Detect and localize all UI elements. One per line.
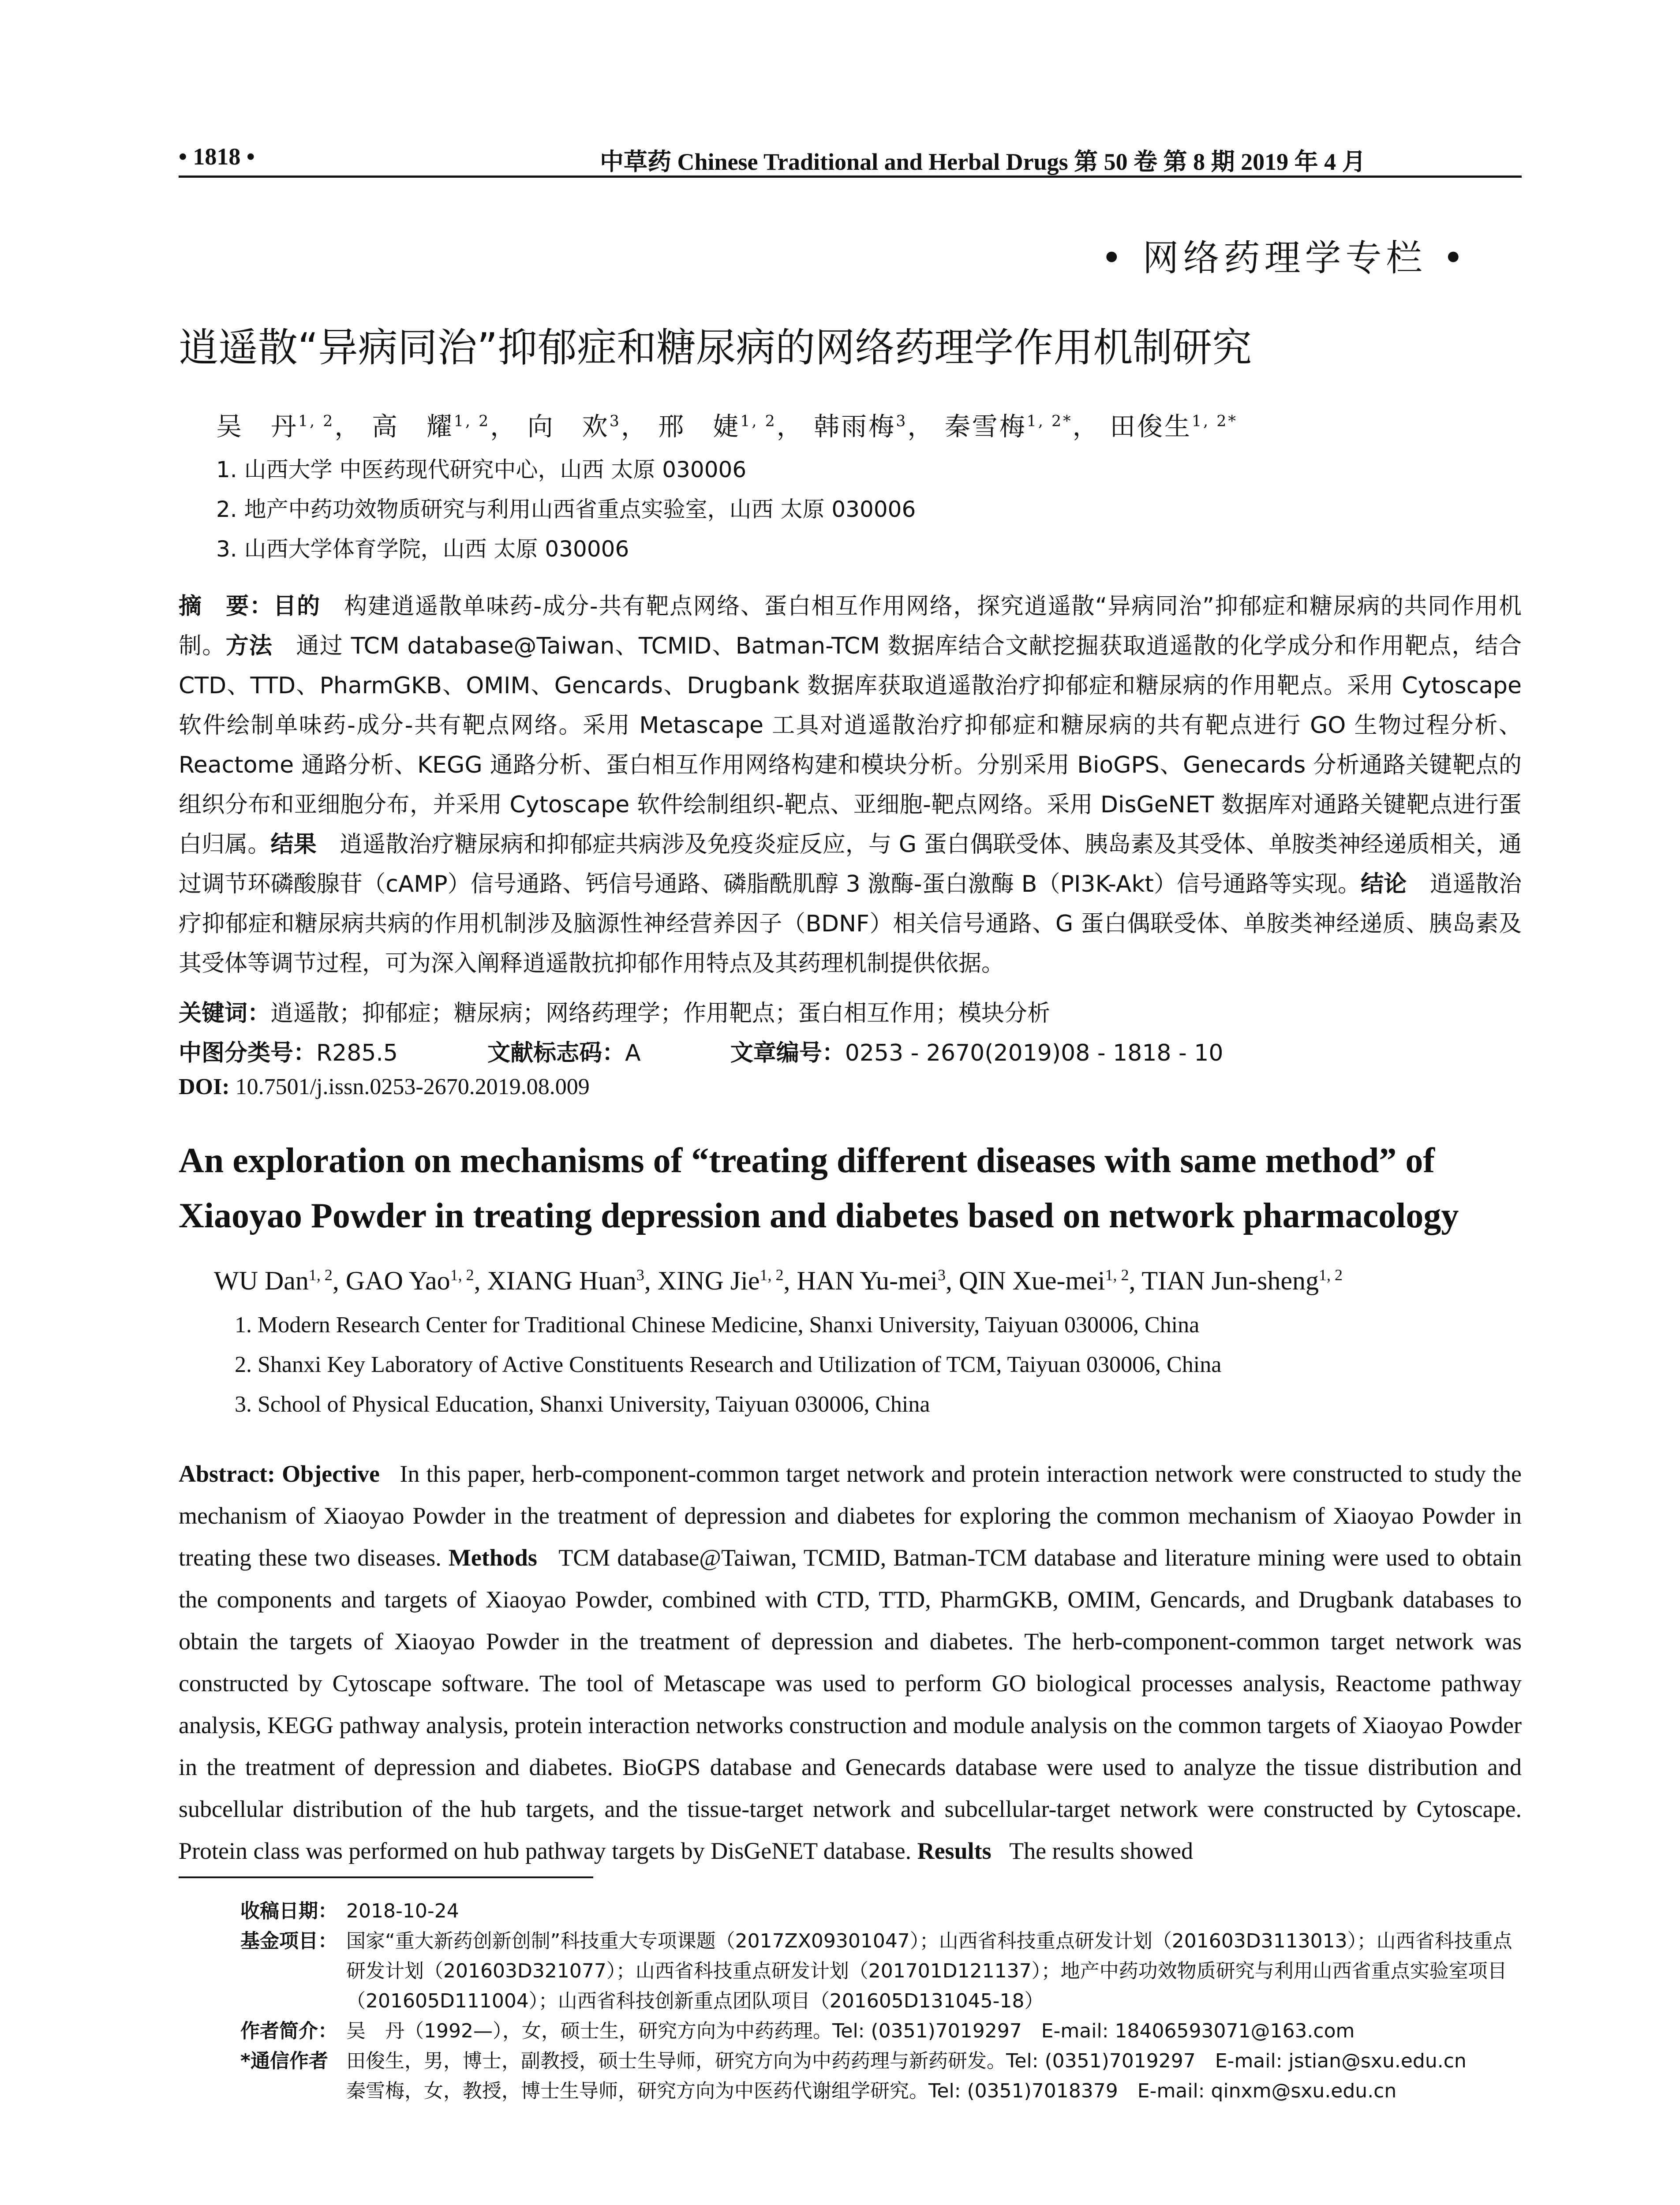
affiliation-en: 2. Shanxi Key Laboratory of Active Constituents Research and Utilization of TCM, Taiyuan 030006, China (235, 1352, 1222, 1377)
author: 韩雨梅$^3$ (814, 411, 908, 441)
authors-english: WU Dan$^{1, 2}$, GAO Yao$^{1, 2}$, XIANG Huan$^3$, XING Jie$^{1, 2}$, HAN Yu-mei$^3$, QIN Xue-mei$^{1, 2}$, TIAN Jun-sheng$^{1, 2}$ (214, 1266, 1343, 1295)
page-number: • 1818 • (179, 143, 255, 170)
footnotes (179, 1896, 1522, 2106)
doi-link[interactable]: 10.7501/j.issn.0253-2670.2019.08.009 (235, 1074, 590, 1099)
journal-info: 中草药 Chinese Traditional and Herbal Drugs 第 50 卷 第 8 期 2019 年 4 月 (600, 149, 1366, 175)
abstract-english: Abstract: Objective In this paper, herb-component-common target network and protein interaction network were constructed to study the mechanism of Xiaoyao Powder in the treatment of depression and diabetes for exploring the common mechanism of Xiaoyao Powder in treating these two diseases. Methods TCM database@Taiwan, TCMID, Batman-TCM database and literature mining were used to obtain the components and targets of Xiaoyao Powder, combined with CTD, TTD, PharmGKB, OMIM, Gencards, and Drugbank databases to obtain the targets of Xiaoyao Powder in the treatment of depression and diabetes. The herb-component-common target network was constructed by Cytoscape software. The tool of Metascape was used to perform GO biological processes analysis, Reactome pathway analysis, KEGG pathway analysis, protein interaction networks construction and module analysis on the common targets of Xiaoyao Powder in the treatment of depression and diabetes. BioGPS database and Genecards database were used to analyze the tissue distribution and subcellular distribution of the hub targets, and the tissue-target network and subcellular-target network were constructed by Cytoscape. Protein class was performed on hub pathway targets by DisGeNET database. Results The results showed (179, 1461, 1522, 1864)
footnote: 秦雪梅，女，教授，博士生导师，研究方向为中医药代谢组学研究。Tel: (0351)7018379 E-mail: qinxm@sxu.edu.cn (346, 2080, 1397, 2102)
title-chinese: 逍遥散“异病同治”抑郁症和糖尿病的网络药理学作用机制研究 (179, 325, 1252, 371)
footnote: 基金项目： 国家“重大新药创新创制”科技重大专项课题（2017ZX09301047）；山西省科技重点研发计划（201603D3113013）；山西省科技重点研发计划（201603D321077）；山西省科技重点研发计划（201701D121137）；地产中药功效物质研究与利用山西省重点实验室项目（201605D111004）；山西省科技创新重点团队项目（201605D131045-18） (240, 1930, 1512, 2012)
author: 邢 婕$^{1, 2}$ (658, 411, 777, 441)
author: 向 欢$^3$ (527, 411, 621, 441)
abstract-label: Abstract: (179, 1461, 275, 1487)
footnote-divider (179, 1876, 593, 1878)
abstract-label: 摘 要： (179, 593, 273, 620)
classification: 中图分类号：R285.5 文献标志码：A 文章编号：0253 - 2670(2019)08 - 1818 - 10 (179, 1040, 1224, 1066)
footnote: *通信作者 田俊生，男，博士，副教授，硕士生导师，研究方向为中药药理与新药研发。Tel: (0351)7019297 E-mail: jstian@sxu.edu.cn (240, 2050, 1467, 2072)
author: XING Jie$^{1, 2}$ (657, 1266, 784, 1295)
column-title: • 网络药理学专栏 • (1101, 237, 1468, 279)
author: 吴 丹$^{1, 2}$ (216, 411, 335, 441)
authors-chinese: 吴 丹$^{1, 2}$， 高 耀$^{1, 2}$， 向 欢$^3$， 邢 婕$^{1, 2}$， 韩雨梅$^3$， 秦雪梅$^{1, 2*}$， 田俊生$^{1, 2*}$ (216, 411, 1238, 441)
abstract-chinese: 摘 要：目的 构建逍遥散单味药-成分-共有靶点网络、蛋白相互作用网络，探究逍遥散“异病同治”抑郁症和糖尿病的共同作用机制。方法 通过 TCM database@Taiwan、TCMID、Batman-TCM 数据库结合文献挖掘获取逍遥散的化学成分和作用靶点，结合 CTD、TTD、PharmGKB、OMIM、Gencards、Drugbank 数据库获取逍遥散治疗抑郁症和糖尿病的作用靶点。采用 Cytoscape 软件绘制单味药-成分-共有靶点网络。采用 Metascape 工具对逍遥散治疗抑郁症和糖尿病的共有靶点进行 GO 生物过程分析、Reactome 通路分析、KEGG 通路分析、蛋白相互作用网络构建和模块分析。分别采用 BioGPS、Genecards 分析通路关键靶点的组织分布和亚细胞分布，并采用 Cytoscape 软件绘制组织-靶点、亚细胞-靶点网络。采用 DisGeNET 数据库对通路关键靶点进行蛋白归属。结果 逍遥散治疗糖尿病和抑郁症共病涉及免疫炎症反应，与 G 蛋白偶联受体、胰岛素及其受体、单胺类神经递质相关，通过调节环磷酸腺苷（cAMP）信号通路、钙信号通路、磷脂酰肌醇 3 激酶-蛋白激酶 B（PI3K-Akt）信号通路等实现。结论 逍遥散治疗抑郁症和糖尿病共病的作用机制涉及脑源性神经营养因子（BDNF）相关信号通路、G 蛋白偶联受体、单胺类神经递质、胰岛素及其受体等调节过程，可为深入阐释逍遥散抗抑郁作用特点及其药理机制提供依据。 (179, 593, 1522, 977)
affiliation-en: 3. School of Physical Education, Shanxi University, Taiyuan 030006, China (235, 1392, 930, 1417)
affiliation-cn: 2. 地产中药功效物质研究与利用山西省重点实验室，山西 太原 030006 (216, 497, 916, 522)
author: 田俊生$^{1, 2*}$ (1110, 411, 1238, 441)
author: GAO Yao$^{1, 2}$ (345, 1266, 474, 1295)
affiliation-en: 1. Modern Research Center for Traditional Chinese Medicine, Shanxi University, Taiyuan 030006, China (235, 1312, 1200, 1338)
author: 高 耀$^{1, 2}$ (371, 411, 490, 441)
author: TIAN Jun-sheng$^{1, 2}$ (1141, 1266, 1343, 1295)
affiliation-cn: 1. 山西大学 中医药现代研究中心，山西 太原 030006 (216, 457, 747, 482)
author: HAN Yu-mei$^3$ (797, 1266, 946, 1295)
footnote: 作者简介： 吴 丹（1992—），女，硕士生，研究方向为中药药理。Tel: (0351)7019297 E-mail: 18406593071@163.com (240, 2020, 1355, 2042)
title-english: An exploration on mechanisms of “treating different diseases with same method” of Xiaoyao Powder in treating depression and diabetes based on network pharmacology (179, 1141, 1459, 1235)
author: QIN Xue-mei$^{1, 2}$ (958, 1266, 1129, 1295)
author: WU Dan$^{1, 2}$ (214, 1266, 333, 1295)
running-header (179, 140, 1522, 178)
author: XIANG Huan$^3$ (487, 1266, 644, 1295)
affiliation-cn: 3. 山西大学体育学院，山西 太原 030006 (216, 536, 629, 562)
footnote: 收稿日期： 2018-10-24 (240, 1900, 459, 1922)
author: 秦雪梅$^{1, 2*}$ (944, 411, 1073, 441)
doi: DOI: 10.7501/j.issn.0253-2670.2019.08.009 (179, 1074, 590, 1099)
keywords: 关键词：逍遥散；抑郁症；糖尿病；网络药理学；作用靶点；蛋白相互作用；模块分析 (179, 1000, 1051, 1027)
